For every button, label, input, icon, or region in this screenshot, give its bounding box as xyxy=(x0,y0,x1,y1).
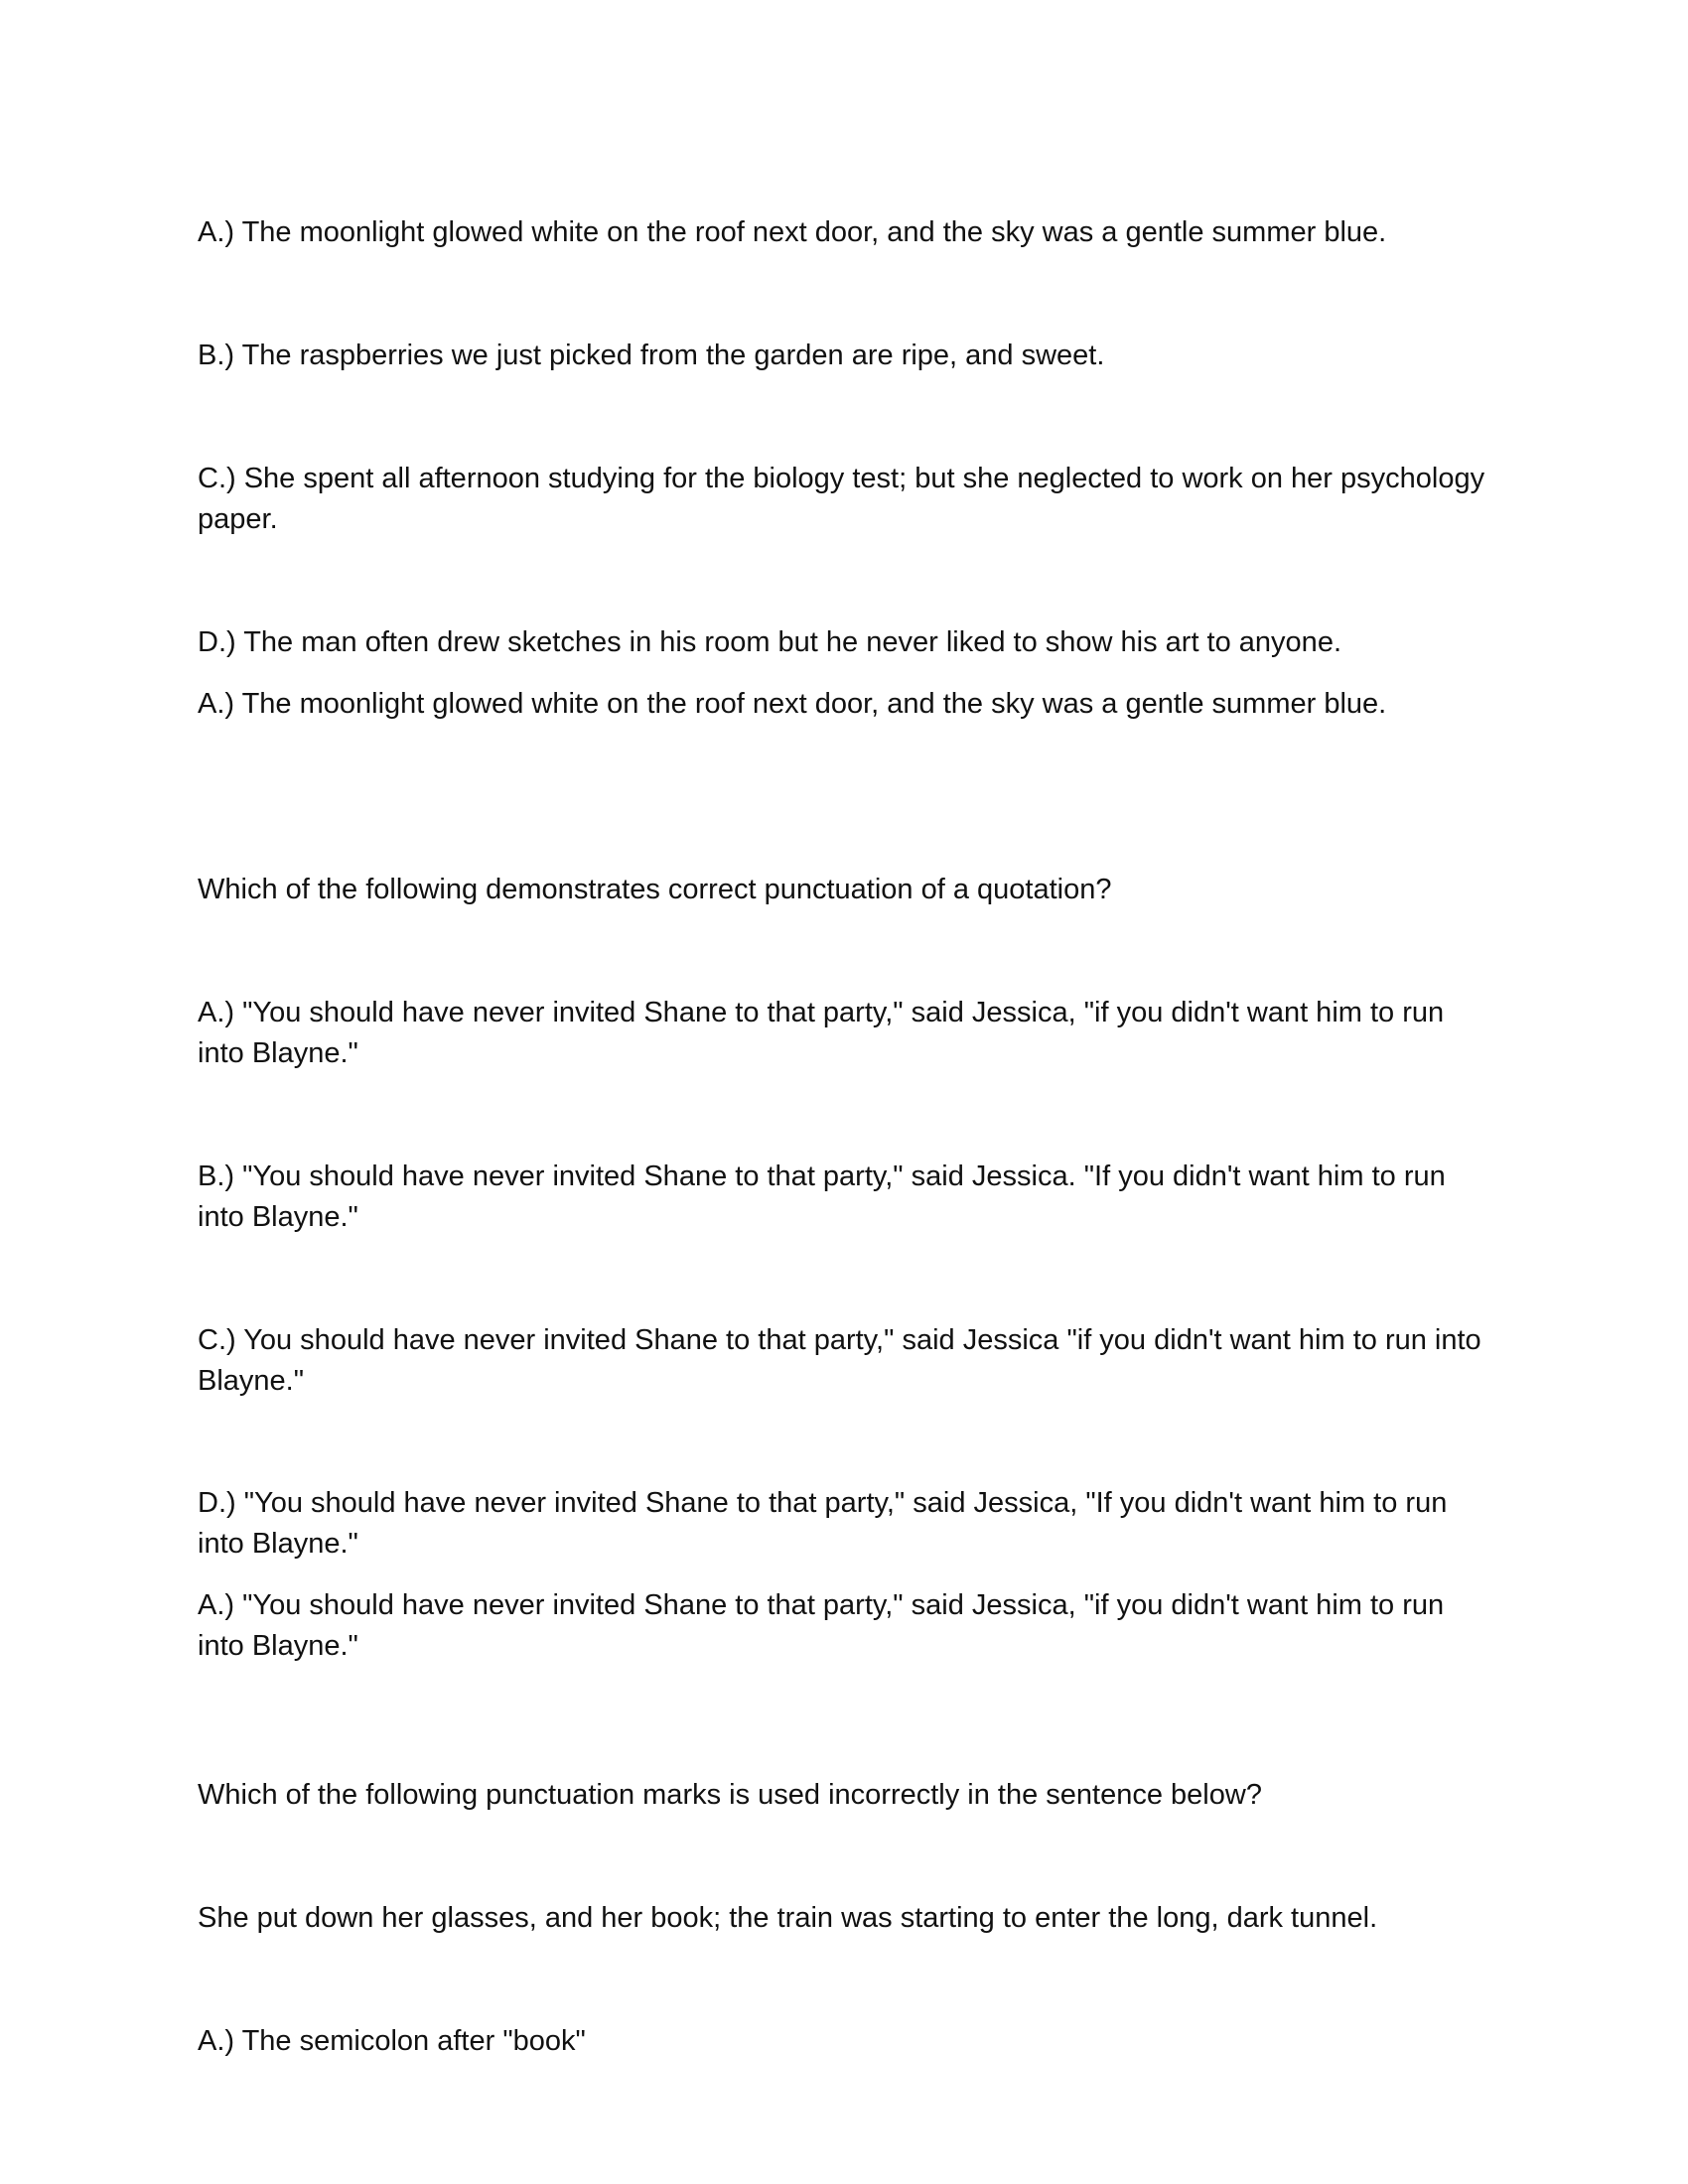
q1-answer: A.) The moonlight glowed white on the roof next door, and the sky was a gentle summer blue. xyxy=(198,688,1387,720)
q2-option-c: C.) You should have never invited Shane to that party," said Jessica "if you didn't want him to run into Blayne." xyxy=(198,1324,1481,1397)
q2-option-a: A.) "You should have never invited Shane to that party," said Jessica, "if you didn't want him to run into Blayne." xyxy=(198,997,1445,1069)
q3-question: Which of the following punctuation marks is used incorrectly in the sentence below? xyxy=(198,1779,1262,1811)
q3-sentence: She put down her glasses, and her book; the train was starting to enter the long, dark tunnel. xyxy=(198,1902,1378,1934)
q2-answer: A.) "You should have never invited Shane to that party," said Jessica, "if you didn't want him to run into Blayne." xyxy=(198,1589,1445,1662)
q1-option-d: D.) The man often drew sketches in his room but he never liked to show his art to anyone. xyxy=(198,626,1341,658)
q2-question: Which of the following demonstrates correct punctuation of a quotation? xyxy=(198,874,1112,905)
q2-option-d: D.) "You should have never invited Shane to that party," said Jessica, "If you didn't want him to run into Blayne." xyxy=(198,1487,1448,1560)
q1-option-c: C.) She spent all afternoon studying for the biology test; but she neglected to work on her psychology paper. xyxy=(198,463,1485,535)
q1-option-a: A.) The moonlight glowed white on the roof next door, and the sky was a gentle summer blue. xyxy=(198,216,1387,248)
q2-option-b: B.) "You should have never invited Shane to that party," said Jessica. "If you didn't want him to run into Blayne." xyxy=(198,1160,1446,1233)
q1-option-b: B.) The raspberries we just picked from the garden are ripe, and sweet. xyxy=(198,340,1105,371)
q3-option-a: A.) The semicolon after "book" xyxy=(198,2025,586,2057)
